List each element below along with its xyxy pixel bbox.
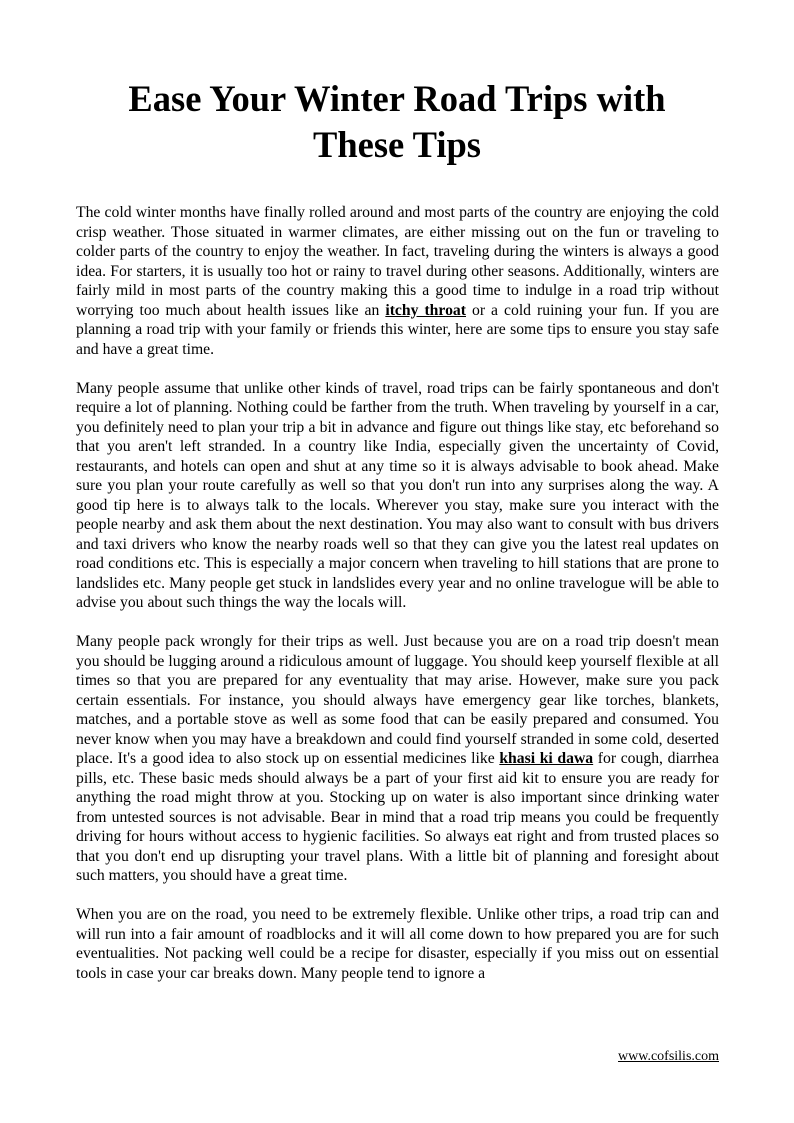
paragraph-1-text-b: or a cold ruining your fun. If you are planning a road trip with your family or friends this winter, here are some tips to ensure you stay safe and have a great time. — [76, 301, 720, 358]
khasi-ki-dawa-link[interactable]: khasi ki dawa — [499, 750, 594, 767]
title-line-2: These Tips — [312, 124, 482, 165]
paragraph-3 — [76, 632, 719, 886]
paragraph-1 — [76, 203, 719, 359]
paragraph-3-text-b: for cough, diarrhea pills, etc. These basic meds should always be a part of your first aid kit to ensure you are ready for anything the road might throw at you. Stocking up on water is also important since drinking water from untested sources is not advisable. Bear in mind that a road trip means you could be frequently driving for hours without access to hygienic facilities. So always eat right and from trusted places so that you don't end up disrupting your travel plans. With a little bit of planning and foresight about such matters, you should have a great time. — [76, 750, 719, 884]
paragraph-1-text-a: The cold winter months have finally rolled around and most parts of the country are enjoying the cold crisp weather. Those situated in warmer climates, are either missing out on the fun or traveling to colder parts of the country to enjoy the weather. In fact, traveling during the winters is always a good idea. For starters, it is usually too hot or rainy to travel during other seasons. Additionally, winters are fairly mild in most parts of the country making this a good time to indulge in a road trip without worrying too much about health issues like an — [76, 204, 719, 319]
article-body — [76, 203, 719, 1003]
paragraph-3-text-a: Many people pack wrongly for their trips as well. Just because you are on a road trip doesn't mean you should be lugging around a ridiculous amount of luggage. You should keep yourself flexible at all times so that you are prepared for any eventuality that may arise. However, make sure you pack certain essentials. For instance, you should always have emergency gear like torches, blankets, matches, and a portable stove as well as some food that can be easily prepared and consumed. You never know when you may have a breakdown and could find yourself stranded in some cold, deserted place. It's a good idea to also stock up on essential medicines like — [76, 633, 719, 767]
title-line-1: Ease Your Winter Road Trips with — [128, 78, 666, 119]
paragraph-4: When you are on the road, you need to be extremely flexible. Unlike other trips, a road trip can and will run into a fair amount of roadblocks and it will all come down to how prepared you are for such eventualities. Not packing well could be a recipe for disaster, especially if you miss out on essential tools in case your car breaks down. Many people tend to ignore a — [76, 906, 719, 982]
itchy-throat-link[interactable]: itchy throat — [385, 301, 466, 319]
footer-website-link[interactable]: www.cofsilis.com — [618, 1049, 719, 1064]
page-title — [60, 76, 734, 168]
paragraph-2: Many people assume that unlike other kinds of travel, road trips can be fairly spontaneous and don't require a lot of planning. Nothing could be farther from the truth. When traveling by yourself in a car, you definitely need to plan your trip a bit in advance and figure out things like stay, etc beforehand so that you aren't left stranded. In a country like India, especially given the uncertainty of Covid, restaurants, and hotels can open and shut at any time so it is always advisable to book ahead. Make sure you plan your route carefully as well so that you don't run into any surprises along the way. A good tip here is to always talk to the locals. Wherever you stay, make sure you interact with the people nearby and ask them about the next destination. You may also want to consult with bus drivers and taxi drivers who know the nearby roads well so that they can give you the latest real updates on road conditions etc. This is especially a major concern when traveling to hill stations that are prone to landslides etc. Many people get stuck in landslides every year and no online travelogue will be able to advise you about such things the way the locals will. — [76, 379, 719, 611]
